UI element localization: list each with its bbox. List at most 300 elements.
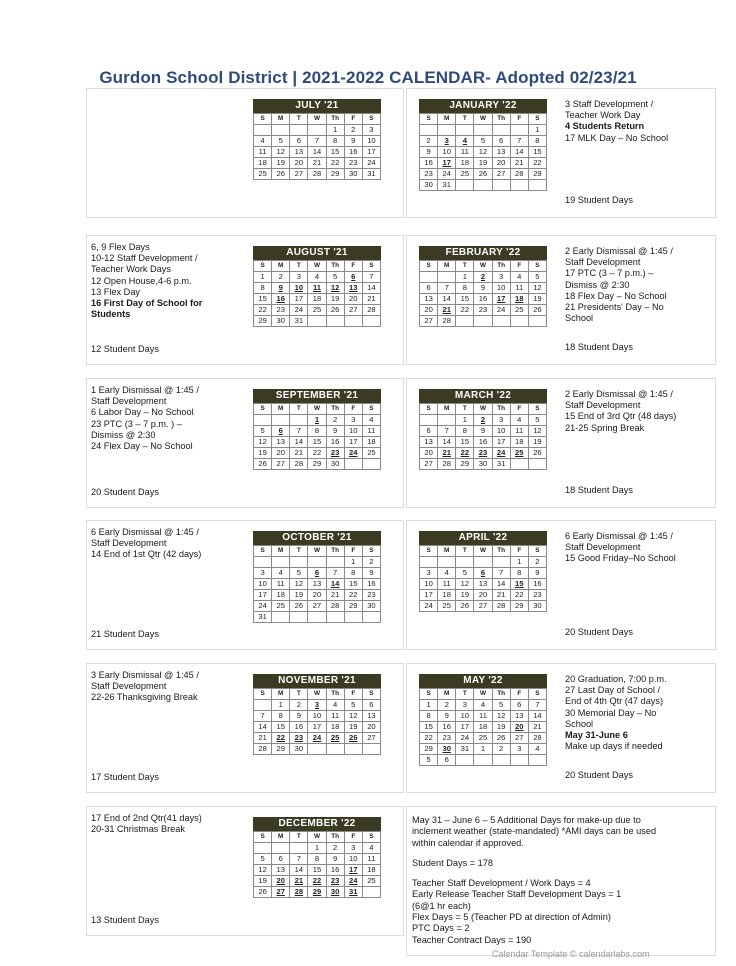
student-days: 18 Student Days: [565, 342, 633, 352]
summary-line: inclement weather (state-mandated) *AMI days can be used: [412, 826, 657, 837]
day-cell: 26: [528, 448, 546, 459]
weekday-label: S: [420, 114, 438, 125]
left-panel: [86, 235, 404, 365]
note-line: 20-31 Christmas Break: [91, 824, 185, 835]
day-cell: 19: [456, 590, 474, 601]
day-cell: 22: [272, 733, 290, 744]
day-cell: [344, 459, 362, 470]
day-cell: 25: [254, 169, 272, 180]
day-cell: 6: [420, 426, 438, 437]
day-cell: 4: [308, 272, 326, 283]
day-cell: 24: [438, 169, 456, 180]
note-line: 6 Labor Day – No School: [91, 407, 194, 418]
day-cell: [528, 755, 546, 766]
day-cell: 17: [438, 158, 456, 169]
week-row: [254, 294, 381, 305]
day-cell: [456, 557, 474, 568]
weekday-label: Th: [326, 261, 344, 272]
weekday-label: M: [438, 546, 456, 557]
weekday-label: F: [344, 546, 362, 557]
month-table: [253, 831, 381, 898]
note-line: 24 Flex Day – No School: [91, 441, 193, 452]
month-table: [253, 545, 381, 623]
week-row: [254, 612, 381, 623]
day-cell: [290, 612, 308, 623]
day-cell: 19: [272, 158, 290, 169]
right-panel: [406, 88, 716, 218]
summary-notes: [412, 815, 716, 946]
day-cell: 20: [474, 590, 492, 601]
day-cell: 15: [456, 294, 474, 305]
day-cell: 8: [326, 136, 344, 147]
day-cell: 6: [474, 568, 492, 579]
day-cell: 27: [474, 601, 492, 612]
weekday-header-row: [254, 546, 381, 557]
day-cell: 16: [272, 294, 290, 305]
weekday-label: W: [474, 114, 492, 125]
note-line: 23 PTC (3 – 7 p.m. ) –: [91, 418, 182, 429]
weekday-label: F: [510, 546, 528, 557]
weekday-label: W: [474, 546, 492, 557]
day-cell: [344, 316, 362, 327]
day-cell: 2: [362, 557, 380, 568]
week-row: [254, 426, 381, 437]
day-cell: 19: [344, 722, 362, 733]
day-cell: 13: [420, 437, 438, 448]
day-cell: 5: [420, 755, 438, 766]
month-name: JULY '21: [253, 99, 381, 113]
weekday-header-row: [420, 546, 547, 557]
note-line: 17 PTC (3 – 7 p.m.) –: [565, 268, 654, 279]
note-line: 18 Flex Day – No School: [565, 290, 667, 301]
day-cell: 8: [308, 854, 326, 865]
day-cell: 23: [474, 305, 492, 316]
day-cell: 29: [456, 459, 474, 470]
day-cell: 5: [456, 568, 474, 579]
week-row: [254, 169, 381, 180]
day-cell: [290, 843, 308, 854]
student-days: 13 Student Days: [91, 915, 159, 925]
day-cell: [438, 557, 456, 568]
day-cell: 1: [308, 843, 326, 854]
week-row: [254, 843, 381, 854]
week-row: [254, 601, 381, 612]
day-cell: 29: [272, 744, 290, 755]
week-row: [420, 169, 547, 180]
week-row: [420, 180, 547, 191]
day-cell: 1: [510, 557, 528, 568]
day-cell: 24: [344, 876, 362, 887]
day-cell: 30: [290, 744, 308, 755]
day-cell: 5: [290, 568, 308, 579]
day-cell: [456, 316, 474, 327]
note-line: 3 Early Dismissal @ 1:45 /: [91, 670, 199, 680]
weekday-label: Th: [326, 546, 344, 557]
weekday-label: F: [344, 689, 362, 700]
note-line: 2 Early Dismissal @ 1:45 /: [565, 389, 673, 399]
watermark: Calendar Template © calendarlabs.com: [492, 949, 650, 959]
note-line: 17 End of 2nd Qtr(41 days): [91, 813, 202, 823]
day-cell: 20: [308, 590, 326, 601]
day-cell: 28: [438, 459, 456, 470]
weekday-label: F: [510, 114, 528, 125]
day-cell: 12: [456, 579, 474, 590]
day-cell: 6: [420, 283, 438, 294]
note-line: 10-12 Staff Development /: [91, 253, 198, 264]
month-calendar: [419, 531, 547, 612]
weekday-label: M: [272, 114, 290, 125]
day-cell: [326, 612, 344, 623]
day-cell: 16: [362, 579, 380, 590]
day-cell: 26: [344, 733, 362, 744]
right-panel: [406, 663, 716, 793]
weekday-label: W: [474, 404, 492, 415]
day-cell: 22: [308, 876, 326, 887]
student-days: 12 Student Days: [91, 344, 159, 354]
note-line: 4 Students Return: [565, 121, 645, 132]
day-cell: 4: [362, 415, 380, 426]
day-cell: 21: [308, 158, 326, 169]
day-cell: 4: [474, 700, 492, 711]
day-cell: 17: [344, 437, 362, 448]
day-cell: 21: [438, 448, 456, 459]
day-cell: [344, 744, 362, 755]
weekday-label: Th: [326, 832, 344, 843]
day-cell: 11: [438, 579, 456, 590]
week-row: [420, 294, 547, 305]
day-cell: [510, 125, 528, 136]
day-cell: 31: [438, 180, 456, 191]
weekday-label: Th: [492, 546, 510, 557]
day-cell: 6: [362, 700, 380, 711]
week-row: [254, 557, 381, 568]
day-cell: 9: [326, 426, 344, 437]
weekday-label: M: [438, 404, 456, 415]
day-cell: 24: [456, 733, 474, 744]
student-days: 20 Student Days: [91, 487, 159, 497]
day-cell: 19: [528, 437, 546, 448]
day-cell: 26: [528, 305, 546, 316]
week-row: [254, 722, 381, 733]
month-calendar: [253, 674, 381, 755]
day-cell: 2: [326, 415, 344, 426]
note-line: 6 Early Dismissal @ 1:45 /: [565, 531, 673, 541]
day-cell: 7: [308, 136, 326, 147]
month-calendar: [419, 674, 547, 766]
summary-line: (6@1 hr each): [412, 900, 471, 911]
day-cell: 3: [254, 568, 272, 579]
day-cell: 29: [420, 744, 438, 755]
week-row: [254, 415, 381, 426]
note-line: 27 Last Day of School /: [565, 685, 660, 696]
day-cell: 14: [528, 711, 546, 722]
month-calendar: [419, 246, 547, 327]
weekday-label: Th: [492, 404, 510, 415]
day-cell: [362, 316, 380, 327]
day-cell: 25: [362, 876, 380, 887]
note-line: Teacher Work Day: [565, 110, 641, 121]
note-line: Staff Development: [565, 542, 641, 553]
left-panel: [86, 806, 404, 936]
day-cell: 28: [362, 305, 380, 316]
weekday-label: S: [528, 114, 546, 125]
day-cell: 15: [326, 147, 344, 158]
day-cell: 22: [510, 590, 528, 601]
day-cell: 24: [362, 158, 380, 169]
day-cell: 29: [344, 601, 362, 612]
day-cell: 7: [438, 426, 456, 437]
day-cell: 3: [492, 415, 510, 426]
week-row: [254, 283, 381, 294]
day-cell: [474, 125, 492, 136]
day-cell: [438, 125, 456, 136]
day-cell: 10: [438, 147, 456, 158]
day-cell: 28: [438, 316, 456, 327]
day-cell: 13: [362, 711, 380, 722]
weekday-label: M: [272, 832, 290, 843]
weekday-label: T: [290, 114, 308, 125]
day-cell: 28: [254, 744, 272, 755]
day-cell: 27: [344, 305, 362, 316]
note-line: 20 Graduation, 7:00 p.m.: [565, 674, 667, 684]
week-row: [420, 448, 547, 459]
week-row: [254, 568, 381, 579]
week-row: [420, 305, 547, 316]
weekday-label: M: [272, 546, 290, 557]
day-cell: 6: [438, 755, 456, 766]
day-cell: 15: [308, 437, 326, 448]
weekday-label: F: [344, 832, 362, 843]
week-row: [254, 272, 381, 283]
day-cell: 17: [420, 590, 438, 601]
note-line: Dismiss @ 2:30: [91, 429, 156, 440]
weekday-label: S: [254, 689, 272, 700]
week-row: [254, 305, 381, 316]
month-calendar: [253, 99, 381, 180]
day-cell: 9: [474, 283, 492, 294]
day-cell: 31: [290, 316, 308, 327]
left-notes: [91, 813, 241, 835]
day-cell: 20: [344, 294, 362, 305]
day-cell: 28: [510, 169, 528, 180]
weekday-label: S: [254, 546, 272, 557]
summary-line: Teacher Staff Development / Work Days = 4: [412, 878, 591, 889]
day-cell: 13: [272, 865, 290, 876]
day-cell: 21: [528, 722, 546, 733]
day-cell: 14: [290, 437, 308, 448]
summary-gap: [412, 849, 716, 858]
day-cell: [308, 744, 326, 755]
day-cell: 16: [326, 437, 344, 448]
student-days: 18 Student Days: [565, 485, 633, 495]
left-notes: [91, 527, 241, 561]
right-notes: [565, 531, 715, 565]
day-cell: 12: [528, 283, 546, 294]
summary-line: Student Days = 178: [412, 857, 493, 868]
day-cell: 23: [420, 169, 438, 180]
day-cell: 25: [272, 601, 290, 612]
day-cell: 6: [272, 854, 290, 865]
weekday-label: T: [456, 689, 474, 700]
day-cell: 21: [492, 590, 510, 601]
day-cell: 27: [492, 169, 510, 180]
day-cell: 9: [272, 283, 290, 294]
student-days: 21 Student Days: [91, 629, 159, 639]
note-line: Staff Development: [91, 538, 167, 549]
day-cell: 26: [254, 887, 272, 898]
day-cell: 16: [474, 294, 492, 305]
day-cell: 23: [344, 158, 362, 169]
note-line: School: [565, 313, 594, 324]
week-row: [254, 887, 381, 898]
day-cell: [492, 180, 510, 191]
day-cell: 1: [254, 272, 272, 283]
week-row: [254, 744, 381, 755]
week-row: [420, 426, 547, 437]
weekday-label: W: [308, 261, 326, 272]
day-cell: 27: [510, 733, 528, 744]
day-cell: 8: [254, 283, 272, 294]
weekday-label: F: [344, 114, 362, 125]
weekday-label: T: [456, 114, 474, 125]
day-cell: 16: [420, 158, 438, 169]
summary-line: Flex Days = 5 (Teacher PD at direction of Admin): [412, 912, 611, 923]
day-cell: 24: [492, 448, 510, 459]
day-cell: 1: [528, 125, 546, 136]
weekday-label: M: [438, 261, 456, 272]
week-row: [420, 136, 547, 147]
day-cell: 20: [420, 448, 438, 459]
day-cell: 17: [492, 437, 510, 448]
day-cell: 17: [344, 865, 362, 876]
note-line: 2 Early Dismissal @ 1:45 /: [565, 246, 673, 256]
day-cell: 24: [344, 448, 362, 459]
day-cell: 15: [510, 579, 528, 590]
day-cell: 2: [528, 557, 546, 568]
day-cell: 11: [510, 426, 528, 437]
day-cell: 18: [438, 590, 456, 601]
day-cell: [438, 272, 456, 283]
day-cell: 23: [528, 590, 546, 601]
day-cell: 14: [362, 283, 380, 294]
day-cell: [254, 700, 272, 711]
week-row: [420, 755, 547, 766]
note-line: Dismiss @ 2:30: [565, 279, 630, 290]
month-name: MAY '22: [419, 674, 547, 688]
day-cell: 30: [272, 316, 290, 327]
note-line: 6, 9 Flex Days: [91, 242, 150, 252]
student-days: 20 Student Days: [565, 770, 633, 780]
summary-line: Early Release Teacher Staff Development Days = 1: [412, 889, 622, 900]
day-cell: 26: [492, 733, 510, 744]
day-cell: 7: [528, 700, 546, 711]
day-cell: 18: [456, 158, 474, 169]
day-cell: 20: [272, 876, 290, 887]
weekday-label: T: [456, 261, 474, 272]
weekday-label: F: [510, 689, 528, 700]
day-cell: 31: [254, 612, 272, 623]
day-cell: 14: [492, 579, 510, 590]
week-row: [254, 854, 381, 865]
day-cell: 31: [362, 169, 380, 180]
weekday-label: S: [420, 546, 438, 557]
week-row: [420, 601, 547, 612]
day-cell: 23: [290, 733, 308, 744]
day-cell: [528, 316, 546, 327]
day-cell: 3: [492, 272, 510, 283]
day-cell: 9: [326, 854, 344, 865]
day-cell: 2: [272, 272, 290, 283]
day-cell: 30: [326, 459, 344, 470]
week-row: [254, 700, 381, 711]
month-name: SEPTEMBER '21: [253, 389, 381, 403]
day-cell: 26: [290, 601, 308, 612]
day-cell: 8: [510, 568, 528, 579]
day-cell: 22: [456, 305, 474, 316]
day-cell: 26: [326, 305, 344, 316]
day-cell: [474, 180, 492, 191]
day-cell: [290, 557, 308, 568]
day-cell: 2: [492, 744, 510, 755]
day-cell: 7: [362, 272, 380, 283]
day-cell: 22: [344, 590, 362, 601]
day-cell: 19: [474, 158, 492, 169]
day-cell: 1: [456, 272, 474, 283]
day-cell: 2: [474, 415, 492, 426]
weekday-label: M: [272, 261, 290, 272]
day-cell: 19: [528, 294, 546, 305]
weekday-label: W: [308, 404, 326, 415]
day-cell: 19: [492, 722, 510, 733]
day-cell: 16: [326, 865, 344, 876]
day-cell: 11: [362, 854, 380, 865]
month-calendar: [419, 99, 547, 191]
day-cell: 1: [344, 557, 362, 568]
week-row: [420, 579, 547, 590]
day-cell: 27: [272, 459, 290, 470]
day-cell: 19: [254, 876, 272, 887]
day-cell: 1: [456, 415, 474, 426]
day-cell: [326, 744, 344, 755]
day-cell: [492, 316, 510, 327]
right-notes: [565, 99, 715, 144]
day-cell: 4: [326, 700, 344, 711]
day-cell: [438, 415, 456, 426]
weekday-header-row: [420, 114, 547, 125]
day-cell: [510, 459, 528, 470]
week-row: [254, 437, 381, 448]
calendar-row: [86, 663, 716, 795]
day-cell: 29: [528, 169, 546, 180]
weekday-label: M: [438, 114, 456, 125]
day-cell: 3: [308, 700, 326, 711]
day-cell: 8: [528, 136, 546, 147]
day-cell: 8: [308, 426, 326, 437]
weekday-label: Th: [492, 689, 510, 700]
week-row: [420, 283, 547, 294]
month-name: OCTOBER '21: [253, 531, 381, 545]
note-line: 12 Open House,4-6 p.m.: [91, 275, 192, 286]
weekday-label: S: [528, 546, 546, 557]
day-cell: [474, 316, 492, 327]
weekday-label: S: [420, 261, 438, 272]
day-cell: [308, 316, 326, 327]
day-cell: 9: [474, 426, 492, 437]
day-cell: 30: [326, 887, 344, 898]
day-cell: 13: [344, 283, 362, 294]
week-row: [420, 415, 547, 426]
day-cell: 18: [308, 294, 326, 305]
